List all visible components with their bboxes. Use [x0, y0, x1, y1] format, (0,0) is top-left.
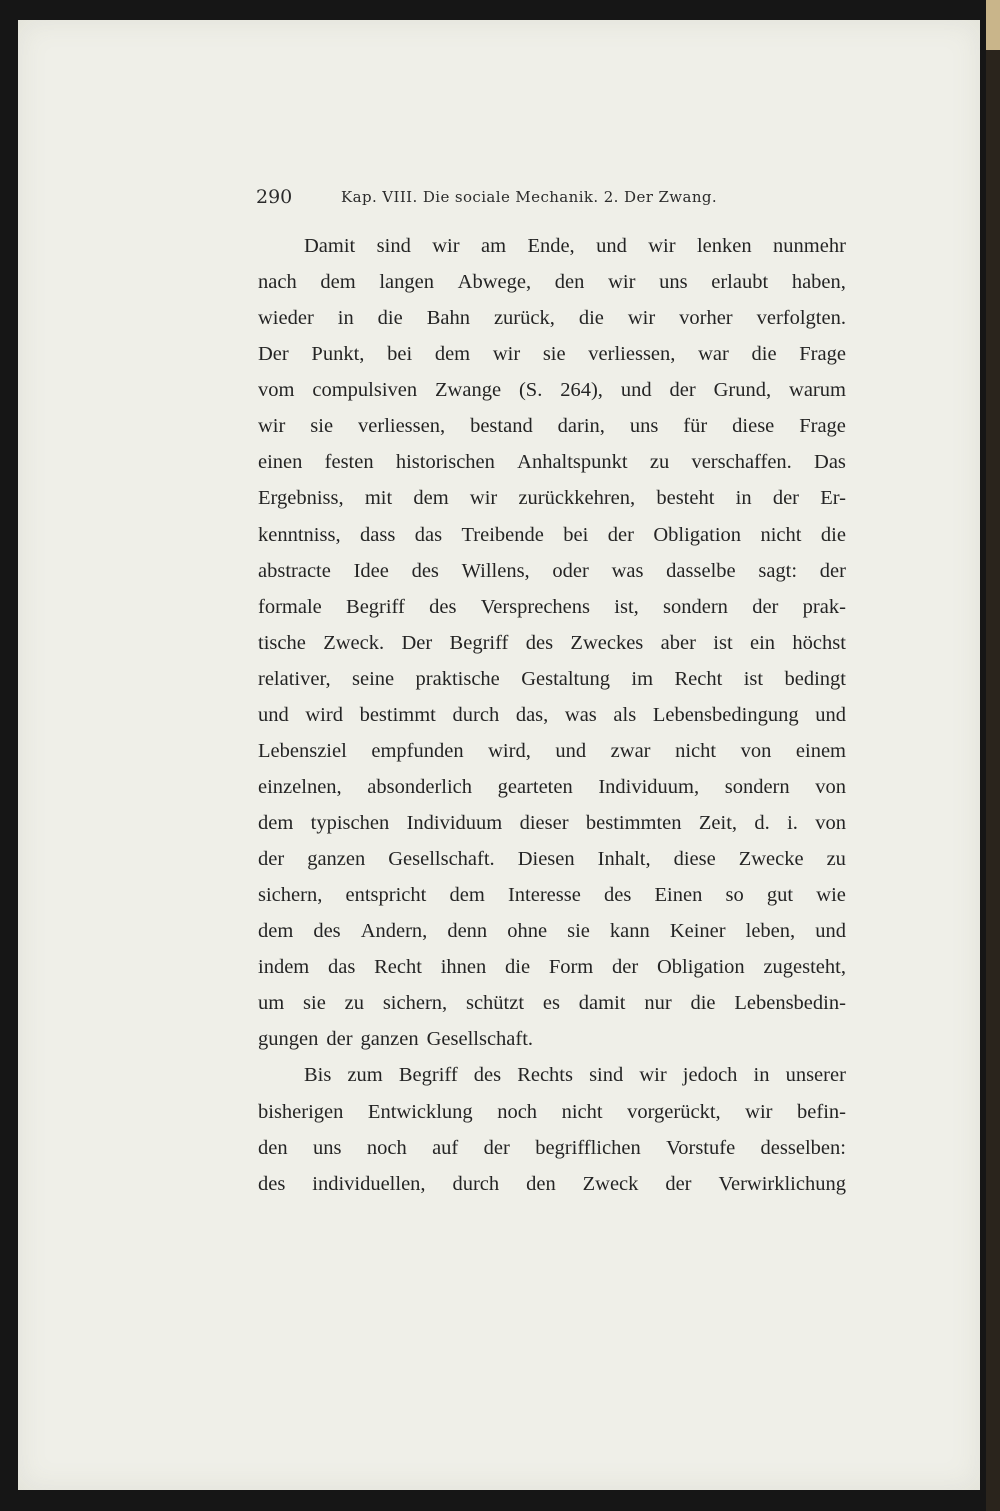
text-line	[258, 589, 846, 625]
text-line	[258, 228, 846, 264]
text-line	[258, 444, 846, 480]
word: sind	[376, 235, 411, 257]
word: dem	[434, 343, 471, 366]
word: des	[411, 559, 439, 582]
word: darin,	[557, 415, 605, 438]
word: Gesellschaft.	[388, 848, 495, 871]
word: sie	[310, 415, 334, 438]
text-line	[258, 913, 846, 949]
word: wir	[469, 487, 498, 510]
word: auf	[432, 1136, 459, 1159]
text-line	[258, 1057, 846, 1093]
word: höchst	[792, 631, 846, 654]
word: wir	[258, 415, 286, 438]
word: der	[607, 523, 634, 546]
word: einzelnen,	[258, 775, 342, 798]
word: ohne	[507, 920, 548, 943]
word: des	[313, 920, 341, 943]
word: oder	[552, 559, 589, 582]
word: wieder	[258, 307, 314, 330]
word: Bahn	[426, 307, 470, 330]
word: leben,	[745, 920, 796, 943]
word: wird,	[488, 739, 531, 762]
word: dem	[320, 271, 356, 294]
word: relativer,	[258, 667, 331, 690]
word: in	[753, 1064, 770, 1087]
word: der	[772, 487, 800, 510]
word: in	[337, 307, 354, 330]
word: Vorstufe	[666, 1136, 736, 1159]
word: die	[578, 307, 604, 330]
word: compulsiven	[312, 379, 418, 402]
word: gungen	[258, 1028, 319, 1051]
word: verschaffen.	[691, 451, 792, 474]
word: Zweckes	[570, 631, 644, 654]
word: zu	[344, 992, 364, 1015]
word: Frage	[799, 415, 846, 438]
text-line	[258, 877, 846, 913]
word: sondern	[663, 595, 728, 618]
word: wir	[492, 343, 521, 366]
word: prak-	[802, 595, 846, 618]
word: desselben:	[760, 1136, 846, 1159]
word: empfunden	[371, 739, 464, 762]
text-line	[258, 661, 846, 697]
word: wir	[432, 235, 460, 257]
word: den	[258, 1136, 288, 1159]
word: der	[483, 1136, 510, 1159]
word: den	[554, 271, 585, 294]
word: zwar	[610, 739, 651, 762]
edge-tab	[986, 0, 1000, 50]
word: von	[740, 739, 772, 762]
word: Gesellschaft.	[426, 1028, 534, 1051]
text-line	[258, 949, 846, 985]
word: sondern	[724, 775, 790, 798]
word: damit	[578, 992, 626, 1015]
word: durch	[452, 703, 500, 726]
word: Frage	[799, 343, 846, 366]
word: Obligation	[653, 523, 742, 546]
word: ist	[713, 631, 733, 654]
word: besteht	[656, 487, 715, 510]
word: Individuum,	[598, 775, 700, 798]
word: aber	[660, 631, 696, 654]
word: Damit	[304, 235, 356, 257]
word: vom	[258, 379, 295, 402]
page-header	[256, 186, 816, 216]
word: denn	[447, 920, 488, 943]
word: Individuum	[406, 812, 503, 834]
running-head: Kap. VIII. Die sociale Mechanik. 2. Der Zwang.	[341, 188, 718, 206]
word: ganzen	[307, 848, 366, 871]
word: langen	[379, 271, 434, 294]
word: Willens,	[461, 559, 530, 582]
word: wie	[816, 884, 846, 907]
word: Form	[548, 956, 594, 979]
word: die	[505, 956, 531, 979]
word: Zwange	[435, 379, 502, 402]
word: ist	[743, 667, 764, 690]
word: Inhalt,	[597, 848, 651, 871]
word: begrifflichen	[535, 1136, 641, 1159]
word: dass	[360, 523, 396, 546]
word: diese	[673, 848, 716, 871]
word: des	[429, 595, 457, 618]
word: was	[611, 559, 644, 582]
word: zu	[826, 848, 846, 871]
word: bestimmt	[359, 703, 436, 726]
word: dem	[258, 920, 294, 943]
word: einen	[258, 451, 303, 474]
word: nach	[258, 271, 297, 294]
word: erlaubt	[711, 271, 769, 294]
word: nicht	[561, 1100, 603, 1123]
word: Idee	[353, 559, 389, 582]
word: der	[669, 379, 696, 402]
word: Recht	[674, 667, 723, 690]
word: nur	[644, 992, 672, 1015]
word: für	[683, 415, 708, 438]
word: Zweck	[582, 1172, 639, 1195]
word: unserer	[785, 1064, 846, 1087]
word: (S.	[518, 379, 543, 402]
word: Anhaltspunkt	[517, 451, 628, 474]
word: das	[414, 523, 443, 546]
word: das	[328, 956, 356, 979]
word: Das	[814, 451, 846, 474]
word: die	[690, 992, 716, 1015]
word: der	[258, 848, 285, 871]
word: kann	[609, 920, 650, 943]
word: die	[820, 523, 846, 546]
word: wir	[648, 235, 676, 257]
word: und	[258, 703, 289, 726]
word: der	[612, 956, 639, 979]
word: Rechts	[517, 1064, 573, 1087]
word: verliessen,	[588, 343, 676, 366]
word: Grund,	[713, 379, 772, 402]
word: noch	[497, 1100, 538, 1123]
word: Interesse	[507, 884, 581, 907]
word: des	[525, 631, 554, 654]
word: von	[815, 775, 846, 798]
word: den	[526, 1172, 556, 1195]
word: nunmehr	[773, 235, 846, 257]
word: entspricht	[345, 884, 427, 907]
word: vorgerückt,	[627, 1100, 721, 1123]
word: der	[326, 1028, 353, 1051]
word: historischen	[395, 451, 495, 474]
word: Gestaltung	[521, 667, 611, 690]
word: Lebensziel	[258, 739, 347, 762]
word: ihnen	[440, 956, 487, 979]
text-line	[258, 264, 846, 300]
word: sagt:	[758, 559, 798, 582]
word: war	[698, 343, 729, 366]
word: mit	[364, 487, 393, 510]
word: in	[735, 487, 752, 510]
word: am	[480, 235, 507, 257]
word: nicht	[760, 523, 802, 546]
word: wir	[608, 271, 636, 294]
page-number: 290	[256, 186, 293, 208]
word: haben,	[791, 271, 846, 294]
word: lenken	[696, 235, 752, 257]
word: des	[258, 1172, 286, 1195]
text-line	[258, 1021, 846, 1057]
word: ist,	[614, 595, 639, 618]
text-line	[258, 625, 846, 661]
word: kenntniss,	[258, 523, 341, 546]
word: warum	[789, 379, 846, 402]
text-line	[258, 805, 846, 841]
word: Ergebniss,	[258, 487, 344, 510]
word: nicht	[675, 739, 717, 762]
word: wird	[305, 703, 343, 726]
word: bisherigen	[258, 1100, 344, 1123]
word: Einen	[654, 884, 703, 907]
word: Diesen	[517, 848, 575, 871]
word: Verwirklichung	[718, 1172, 846, 1195]
word: tische	[258, 631, 306, 654]
word: Versprechens	[480, 595, 590, 618]
word: abstracte	[258, 559, 331, 582]
word: ganzen	[360, 1028, 419, 1051]
word: dem	[413, 487, 449, 510]
word: dem	[449, 884, 485, 907]
word: verliessen,	[358, 415, 446, 438]
word: uns	[629, 415, 659, 438]
word: durch	[452, 1172, 500, 1195]
word: Punkt,	[311, 343, 365, 366]
word: sichern,	[382, 992, 448, 1015]
text-line	[258, 517, 846, 553]
text-line	[258, 1130, 846, 1166]
word: indem	[258, 956, 310, 979]
word: zugesteht,	[763, 956, 846, 979]
word: ein	[750, 631, 776, 654]
text-line	[258, 697, 846, 733]
word: festen	[324, 451, 374, 474]
word: es	[542, 992, 560, 1015]
word: jedoch	[682, 1064, 738, 1087]
text-line	[258, 733, 846, 769]
word: Zwecke	[738, 848, 804, 871]
word: Der	[258, 343, 289, 366]
word: uns	[312, 1136, 342, 1159]
word: so	[725, 884, 744, 907]
word: sie	[567, 920, 590, 943]
word: dieser	[519, 812, 569, 834]
text-line	[258, 1166, 846, 1202]
word: Begriff	[398, 1064, 458, 1087]
word: der	[819, 559, 846, 582]
word: und	[815, 703, 846, 726]
word: sind	[589, 1064, 624, 1087]
text-line	[258, 408, 846, 444]
word: Zeit,	[698, 812, 738, 834]
word: Abwege,	[457, 271, 532, 294]
text-line	[258, 769, 846, 805]
word: absonderlich	[367, 775, 473, 798]
text-line	[258, 553, 846, 589]
word: formale	[258, 595, 322, 618]
word: und	[815, 920, 846, 943]
text-line	[258, 336, 846, 372]
word: Treibende	[461, 523, 544, 546]
word: bei	[387, 343, 413, 366]
text-line	[258, 1094, 846, 1130]
word: Entwicklung	[367, 1100, 473, 1123]
word: seine	[352, 667, 395, 690]
body-text	[258, 228, 846, 1202]
word: Keiner	[669, 920, 726, 943]
word: bedingt	[784, 667, 846, 690]
word: Ende,	[527, 235, 575, 257]
word: praktische	[415, 667, 500, 690]
word: Obligation	[656, 956, 745, 979]
word: verfolgten.	[756, 307, 846, 330]
word: zum	[347, 1064, 383, 1087]
text-line	[258, 300, 846, 336]
word: schützt	[465, 992, 525, 1015]
word: Andern,	[360, 920, 428, 943]
word: dasselbe	[666, 559, 736, 582]
word: bestand	[470, 415, 533, 438]
word: sie	[303, 992, 326, 1015]
word: Bis	[304, 1064, 332, 1087]
text-line	[258, 480, 846, 516]
word: 264),	[560, 379, 603, 402]
word: des	[473, 1064, 502, 1087]
word: bei	[563, 523, 589, 546]
word: sie	[542, 343, 566, 366]
word: im	[631, 667, 654, 690]
word: und	[555, 739, 587, 762]
word: dem	[258, 812, 294, 834]
word: Lebensbedingung	[652, 703, 799, 726]
page-edge	[986, 0, 1000, 1511]
text-line	[258, 841, 846, 877]
text-line	[258, 985, 846, 1021]
word: und	[596, 235, 627, 257]
word: der	[665, 1172, 692, 1195]
word: einem	[795, 739, 846, 762]
word: des	[604, 884, 632, 907]
word: vorher	[679, 307, 733, 330]
word: gut	[766, 884, 794, 907]
word: Zweck.	[323, 631, 385, 654]
word: das,	[515, 703, 549, 726]
word: die	[751, 343, 777, 366]
word: die	[377, 307, 403, 330]
word: i.	[787, 812, 798, 834]
word: und	[620, 379, 652, 402]
word: wir	[639, 1064, 667, 1087]
word: befin-	[797, 1100, 846, 1123]
word: um	[258, 992, 285, 1015]
word: bestimmten	[585, 812, 682, 834]
word: von	[815, 812, 846, 834]
word: was	[564, 703, 597, 726]
word: Er-	[820, 487, 846, 510]
word: zurückkehren,	[518, 487, 636, 510]
word: zu	[649, 451, 670, 474]
word: uns	[659, 271, 688, 294]
text-line	[258, 372, 846, 408]
word: wir	[627, 307, 656, 330]
word: diese	[732, 415, 775, 438]
word: d.	[754, 812, 770, 834]
word: sichern,	[258, 884, 323, 907]
word: Recht	[374, 956, 422, 979]
word: noch	[366, 1136, 407, 1159]
word: Begriff	[346, 595, 405, 618]
word: individuellen,	[312, 1172, 426, 1195]
word: Der	[401, 631, 433, 654]
word: zurück,	[493, 307, 555, 330]
word: der	[752, 595, 779, 618]
word: typischen	[310, 812, 390, 834]
word: Lebensbedin-	[734, 992, 846, 1015]
word: gearteten	[497, 775, 573, 798]
word: wir	[745, 1100, 773, 1123]
word: als	[613, 703, 637, 726]
word: Begriff	[449, 631, 509, 654]
